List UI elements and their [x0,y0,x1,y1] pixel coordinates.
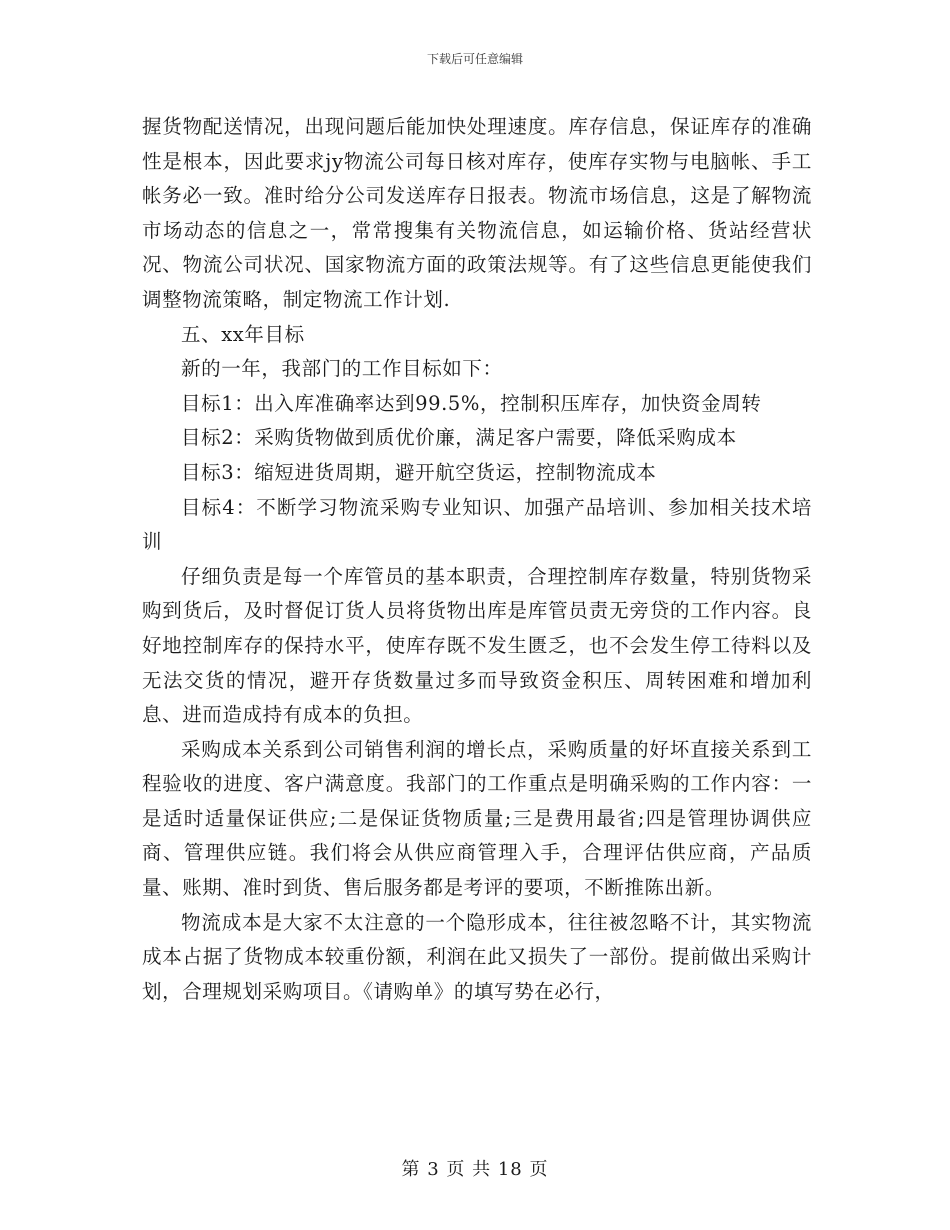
section-heading-goals: 五、xx年目标 [181,322,305,346]
paragraph-inventory-duty: 仔细负责是每一个库管员的基本职责，合理控制库存数量，特别货物采购到货后，及时督促订货人员将货物出库是库管员责无旁贷的工作内容。良好地控制库存的保持水平，使库存既不发生匮乏，也不会发生停工待料以及无法交货的情况，避开存货数量过多而导致资金积压、周转困难和增加利息、进而造成持有成本的负担。 [142,564,812,727]
document-body [142,110,812,1009]
page-number-footer: 第 3 页 共 18 页 [401,1159,549,1180]
goal-item-1: 目标1：出入库准确率达到99.5%，控制积压库存，加快资金周转 [181,391,762,415]
paragraph-inventory-info: 握货物配送情况，出现问题后能加快处理速度。库存信息，保证库存的准确性是根本，因此要求jy物流公司每日核对库存，使库存实物与电脑帐、手工帐务必一致。准时给分公司发送库存日报表。物流市场信息，这是了解物流市场动态的信息之一，常常搜集有关物流信息，如运输价格、货站经营状况、物流公司状况、国家物流方面的政策法规等。有了这些信息更能使我们调整物流策略，制定物流工作计划. [142,115,812,311]
paragraph-logistics-cost: 物流成本是大家不太注意的一个隐形成本，往往被忽略不计，其实物流成本占据了货物成本较重份额，利润在此又损失了一部份。提前做出采购计划，合理规划采购项目。《请购单》的填写势在必行， [142,910,812,1003]
goal-item-2: 目标2：采购货物做到质优价廉，满足客户需要，降低采购成本 [181,426,737,450]
paragraph-procurement-cost: 采购成本关系到公司销售利润的增长点，采购质量的好坏直接关系到工程验收的进度、客户满意度。我部门的工作重点是明确采购的工作内容：一是适时适量保证供应;二是保证货物质量;三是费用最省;四是管理协调供应商、管理供应链。我们将会从供应商管理入手，合理评估供应商，产品质量、账期、准时到货、售后服务都是考评的要项，不断推陈出新。 [142,737,812,900]
goal-item-4: 目标4：不断学习物流采购专业知识、加强产品培训、参加相关技术培训 [142,495,812,554]
paragraph-goals-intro: 新的一年，我部门的工作目标如下： [181,357,503,381]
goal-item-3: 目标3：缩短进货周期，避开航空货运，控制物流成本 [181,460,657,484]
page-header: 下载后可任意编辑 [426,52,523,66]
